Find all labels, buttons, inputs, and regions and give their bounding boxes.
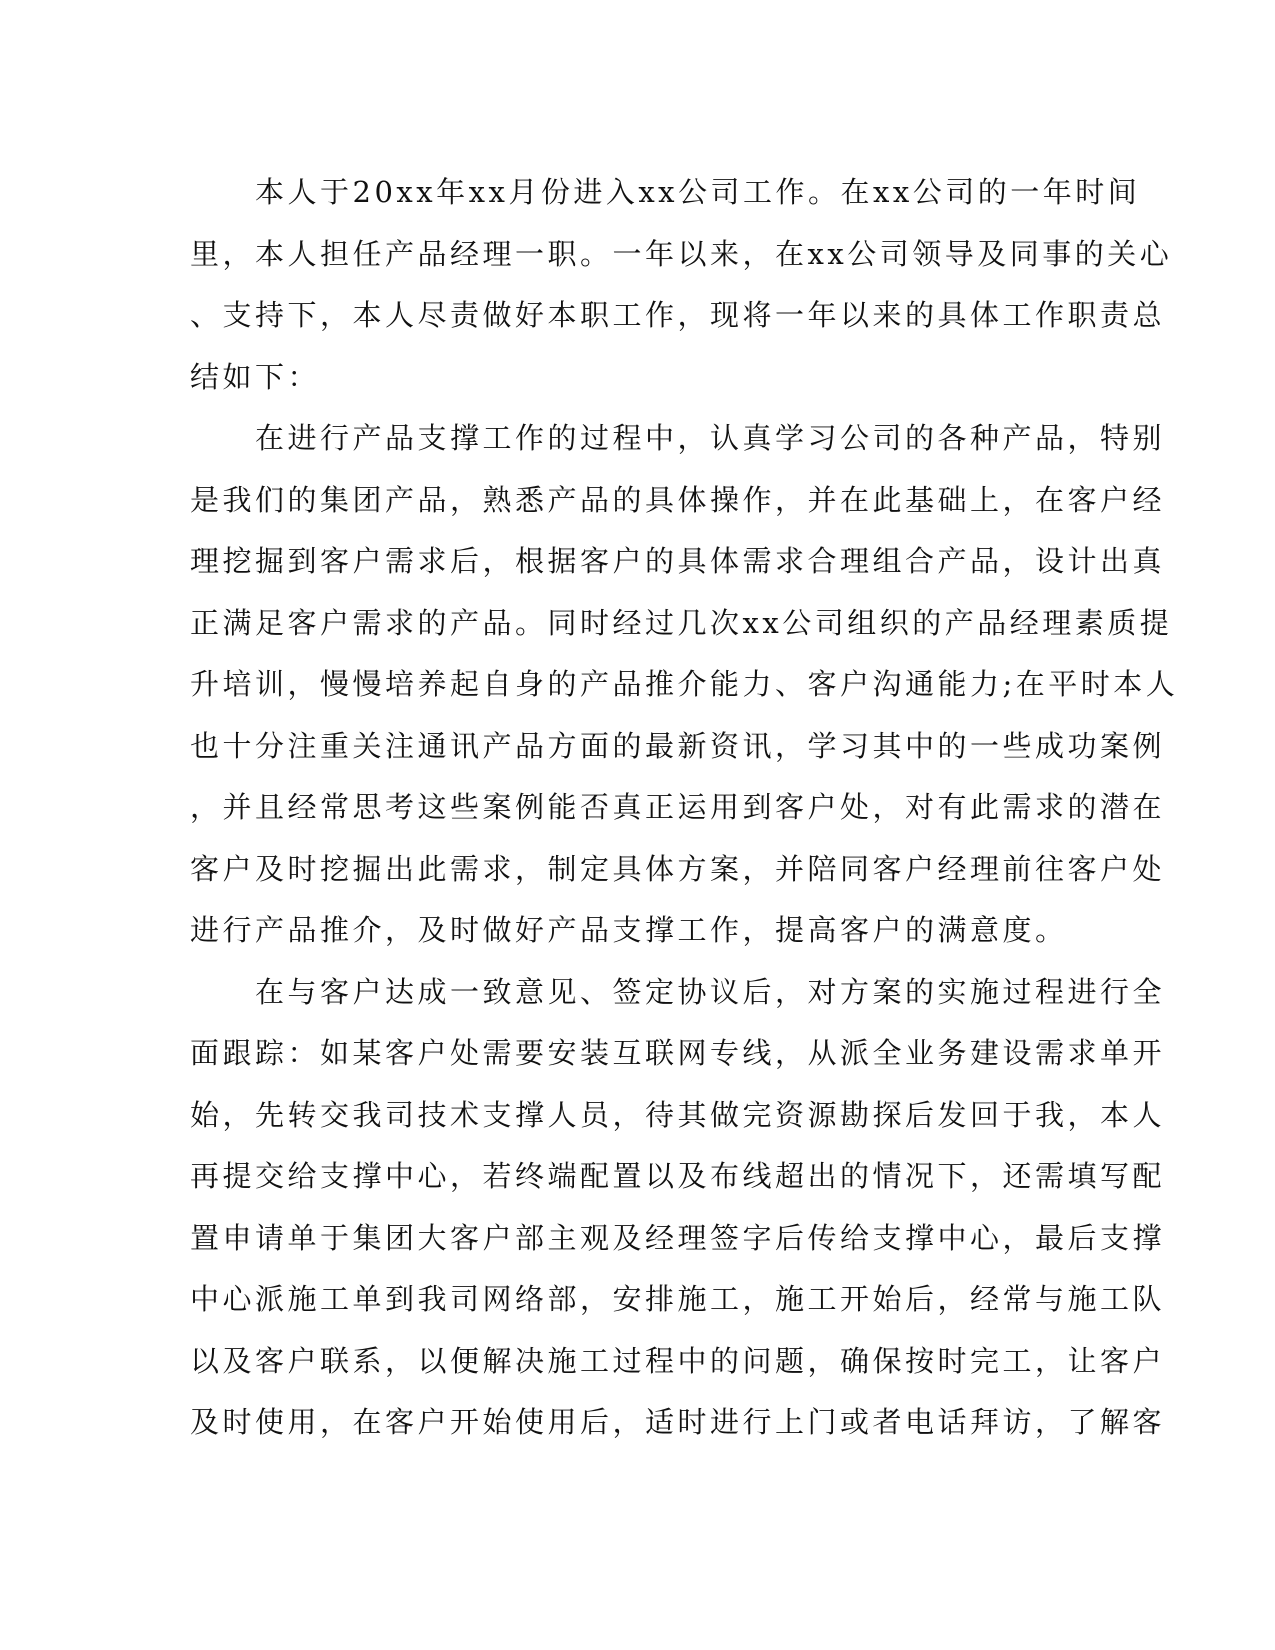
text-line: 及时使用，在客户开始使用后，适时进行上门或者电话拜访，了解客 <box>190 1405 1166 1439</box>
text-line: 再提交给支撑中心，若终端配置以及布线超出的情况下，还需填写配 <box>190 1159 1166 1193</box>
text-line: 里，本人担任产品经理一职。一年以来，在xx公司领导及同事的关心 <box>190 236 1173 271</box>
text-line: 始，先转交我司技术支撑人员，待其做完资源勘探后发回于我，本人 <box>190 1097 1166 1132</box>
text-line: 中心派施工单到我司网络部，安排施工，施工开始后，经常与施工队 <box>190 1282 1166 1316</box>
paragraph-3 <box>190 962 1166 1454</box>
text-line: 理挖掘到客户需求后，根据客户的具体需求合理组合产品，设计出真 <box>190 544 1166 578</box>
text-line: 以及客户联系，以便解决施工过程中的问题，确保按时完工，让客户 <box>190 1343 1166 1378</box>
body-text <box>190 162 1179 1454</box>
text-line: 客户及时挖掘出此需求，制定具体方案，并陪同客户经理前往客户处 <box>190 851 1166 886</box>
text-line: 、支持下，本人尽责做好本职工作，现将一年以来的具体工作职责总 <box>190 298 1166 332</box>
text-line: 本人于20xx年xx月份进入xx公司工作。在xx公司的一年时间 <box>190 175 1141 209</box>
text-line: 在进行产品支撑工作的过程中，认真学习公司的各种产品，特别 <box>190 421 1166 455</box>
text-line: 进行产品推介，及时做好产品支撑工作，提高客户的满意度。 <box>190 913 1068 947</box>
text-line: 正满足客户需求的产品。同时经过几次xx公司组织的产品经理素质提 <box>190 605 1173 640</box>
text-line: 升培训，慢慢培养起自身的产品推介能力、客户沟通能力;在平时本人 <box>190 667 1179 701</box>
text-line: 也十分注重关注通讯产品方面的最新资讯，学习其中的一些成功案例 <box>190 728 1166 763</box>
text-line: 结如下： <box>190 359 321 394</box>
text-line: 在与客户达成一致意见、签定协议后，对方案的实施过程进行全 <box>190 974 1166 1009</box>
text-line: 面跟踪：如某客户处需要安装互联网专线，从派全业务建设需求单开 <box>190 1036 1166 1070</box>
paragraph-2 <box>190 408 1179 962</box>
text-line: 是我们的集团产品，熟悉产品的具体操作，并在此基础上，在客户经 <box>190 482 1166 517</box>
paragraph-1 <box>190 162 1173 408</box>
text-line: 置申请单于集团大客户部主观及经理签字后传给支撑中心，最后支撑 <box>190 1220 1166 1255</box>
text-line: ，并且经常思考这些案例能否真正运用到客户处，对有此需求的潜在 <box>190 790 1166 824</box>
